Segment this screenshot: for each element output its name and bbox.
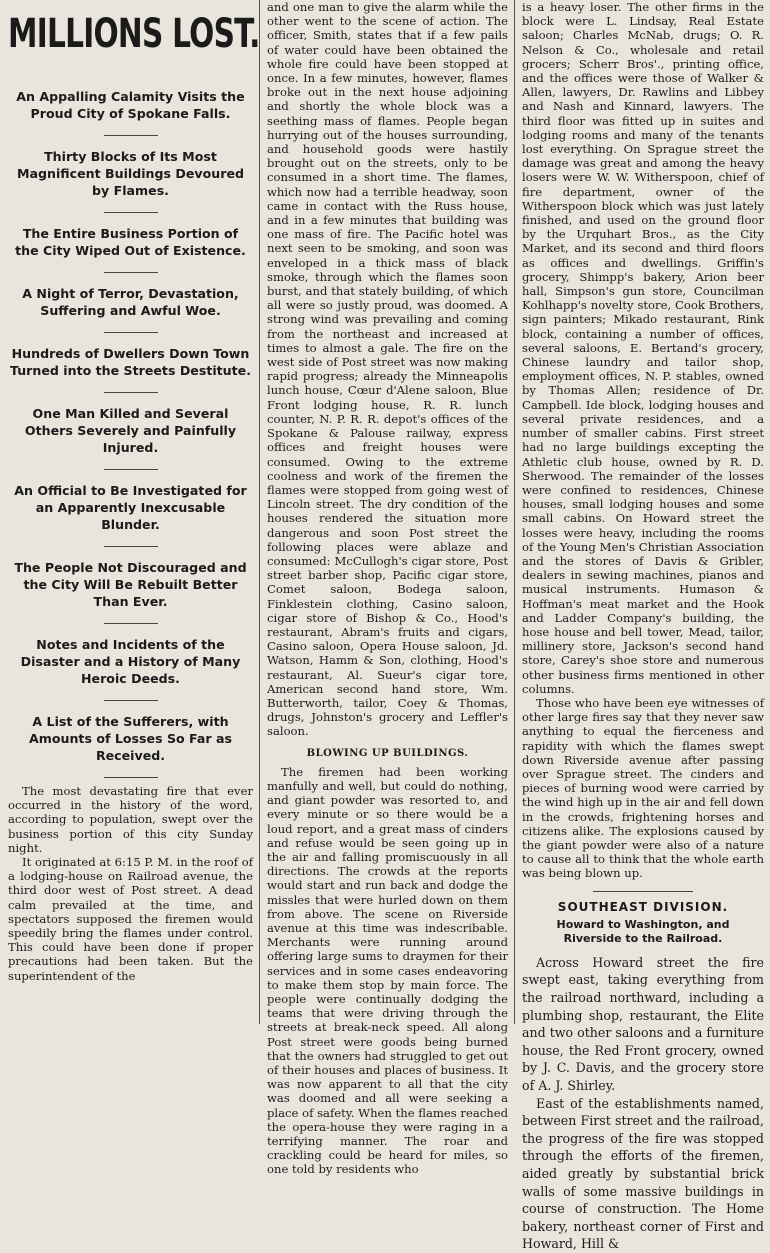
deck-rule	[104, 700, 158, 701]
paragraph: East of the establishments named, between First street and the railroad, the progress of the fire was stopped through the efforts of the firemen, aided greatly by substantial brick walls of some massive buildings in course of construction. The Home bakery, northeast corner of First and Howard, Hill &	[522, 1095, 764, 1252]
deck-10: A List of the Sufferers, with Amounts of Losses So Far as Received.	[28, 714, 233, 763]
paragraph: The firemen had been working manfully and well, but could do nothing, and giant powder was resorted to, and every minute or so there would be a loud report, and a great mass of cinders and refuse would be seen going up in the air and falling promiscuously in all directions. The crowds at the reports would start and run back and dodge the missles that were hurled down on them from above. The scene on Riverside avenue at this time was indescribable. Merchants were running around offering large sums to draymen for their services and in some cases endeavoring to make them stop by main force. The people were continually dodging the teams that were driving through the streets at break-neck speed. All along Post street were goods being burned that the owners had struggled to get out of their houses and places of business. It was now apparent to all that the city was doomed and all were seeking a place of safety. When the flames reached the opera-house they were raging in a terrifying manner. The roar and crackling could be heard for miles, so one told by residents who	[267, 764, 508, 1177]
deck-list	[8, 82, 253, 778]
column-2-body	[267, 0, 508, 739]
deck-2: Thirty Blocks of Its Most Magnificent Buildings Devoured by Flames.	[16, 149, 245, 198]
deck-rule	[104, 623, 158, 624]
deck-rule	[104, 135, 158, 136]
paragraph: The most devastating fire that ever occurred in the history of the word, according to population, swept over the business portion of this city Sunday night.	[8, 784, 253, 855]
column-3	[515, 0, 766, 1252]
paragraph: Across Howard street the fire swept east, taking everything from the railroad northward, including a plumbing shop, restaurant, the Elite and two other saloons and a furniture house, the Red Front grocery, owned by J. C. Davis, and the grocery store of A. J. Shirley.	[522, 954, 764, 1093]
deck-9: Notes and Incidents of the Disaster and a History of Many Heroic Deeds.	[20, 637, 241, 686]
paragraph: is a heavy loser. The other firms in the block were L. Lindsay, Real Estate saloon; Charles McNab, drugs; O. R. Nelson & Co., wholesale and retail grocers; Scherr Bros'., printing office, and the offices were those of Walker & Allen, lawyers, Dr. Rawlins and Libbey and Nash and Kinnard, lawyers. The third floor was fitted up in suites and lodging rooms and many of the tenants lost everything. On Sprague street the damage was great and among the heavy losers were W. W. Witherspoon, chief of fire department, owner of the Witherspoon block which was just lately finished, and used on the ground floor by the Urquhart Bros., as the City Market, and its second and third floors as offices and dwellings. Griffin's grocery, Shimpp's bakery, Arion beer hall, Simpson's gun store, Councilman Kohlhapp's novelty store, Cook Brothers, sign painters; Mikado restaurant, Rink block, containing a number of offices, several saloons, E. Bertand's grocery, Chinese laundry and tailor shop, employment offices, N. P. stables, owned by Thomas Allen; residence of Dr. Campbell. Ide block, lodging houses and several private residences, and a number of smaller cabins. First street had no large buildings excepting the Athletic club house, owned by R. D. Sherwood. The remainder of the losses were confined to residences, Chinese houses, small lodging houses and some small cabins. On Howard street the losses were heavy, including the rooms of the Young Men's Christian Association and the stores of Davis & Gribler, dealers in sewing machines, pianos and musical instruments. Humason & Hoffman's meat market and the Hook and Ladder Company's building, the hose house and bell tower, Mead, tailor, millinery store, Jackson's second hand store, Carey's shoe store and numerous other business firms mentioned in other columns.	[522, 0, 764, 696]
column-2	[260, 0, 515, 1177]
deck-1: An Appalling Calamity Visits the Proud City of Spokane Falls.	[16, 89, 245, 121]
deck-7: An Official to Be Investigated for an Apparently Inexcusable Blunder.	[14, 483, 247, 532]
column-1-body	[8, 784, 253, 983]
deck-rule	[104, 392, 158, 393]
column-3-body	[522, 0, 764, 881]
column-2-body-b	[267, 765, 508, 1177]
deck-rule	[104, 469, 158, 470]
headline: MILLIONS LOST.	[8, 11, 260, 57]
paragraph: and one man to give the alarm while the other went to the scene of action. The officer, Smith, states that if a few pails of water could have been obtained the whole fire could have been stopped at once. In a few minutes, however, flames broke out in the next house adjoining and shortly the whole block was a seething mass of flames. People began hurrying out of the houses surrounding, and household goods were hastily brought out on the streets, only to be consumed in a short time. The flames, which now had a terrible headway, soon came in contact with the Russ house, and in a few minutes that building was one mass of fire. The Pacific hotel was next seen to be smoking, and soon was enveloped in a thick mass of black smoke, through which the flames soon burst, and that stately building, of which all were so justly proud, was doomed. A strong wind was prevailing and coming from the northeast and increased at times to almost a gale. The fire on the west side of Post street was now making rapid progress; already the Minneapolis lunch house, Cœur d'Alene saloon, Blue Front lodging house, R. R. lunch counter, N. P. R. R. depot's offices of the Spokane & Palouse railway, express offices and freight houses were consumed. Owing to the extreme coolness and work of the firemen the flames were stopped from going west of Lincoln street. The dry condition of the houses rendered the situation more dangerous and soon Post street the following places were ablaze and consumed: McCullogh's cigar store, Post street barber shop, Pacific cigar store, Comet saloon, Bodega saloon, Finklestein clothing, Casino saloon, cigar store of Bishop & Co., Hood's restaurant, Abram's fruits and cigars, Casino saloon, Opera House saloon, Jd. Watson, Hamm & Son, clothing, Hood's restaurant, Al. Sueur's cigar tore, American second hand store, Wm. Butterworth, tailor, Coey & Thomas, drugs, Johnston's grocery and Leffler's saloon.	[267, 0, 508, 739]
deck-rule	[104, 212, 158, 213]
division-rule	[593, 891, 693, 892]
paragraph: It originated at 6:15 P. M. in the roof of a lodging-house on Railroad avenue, the third door west of Post street. A dead calm prevailed at the time, and spectators supposed the firemen would speedily bring the flames under control. This could have been done if proper precautions had been taken. But the superintendent of the	[8, 855, 253, 983]
paragraph: Those who have been eye witnesses of other large fires say that they never saw anything to equal the fierceness and rapidity with which the flames swept down Riverside avenue after passing over Sprague street. The cinders and pieces of burning wood were carried by the wind high up in the air and fell down in the crowds, frightening horses and citizens alike. The explosions caused by the giant powder were also of a nature to cause all to think that the whole earth was being blown up.	[522, 695, 764, 881]
deck-6: One Man Killed and Several Others Severely and Painfully Injured.	[24, 406, 237, 455]
deck-rule	[104, 777, 158, 778]
subhead-blowing-up: BLOWING UP BUILDINGS.	[306, 747, 469, 759]
deck-rule	[104, 546, 158, 547]
column-1	[4, 0, 260, 1024]
deck-3: The Entire Business Portion of the City Wiped Out of Existence.	[15, 226, 246, 258]
deck-8: The People Not Discouraged and the City Will Be Rebuilt Better Than Ever.	[14, 560, 247, 609]
deck-rule	[104, 272, 158, 273]
deck-4: A Night of Terror, Devastation, Suffering and Awful Woe.	[22, 286, 239, 318]
division-heading: SOUTHEAST DIVISION.	[557, 899, 729, 914]
division-subheading: Howard to Washington, and Riverside to the Railroad.	[556, 917, 730, 945]
deck-rule	[104, 332, 158, 333]
column-3-body-b	[522, 954, 764, 1253]
deck-5: Hundreds of Dwellers Down Town Turned into the Streets Destitute.	[10, 346, 251, 378]
